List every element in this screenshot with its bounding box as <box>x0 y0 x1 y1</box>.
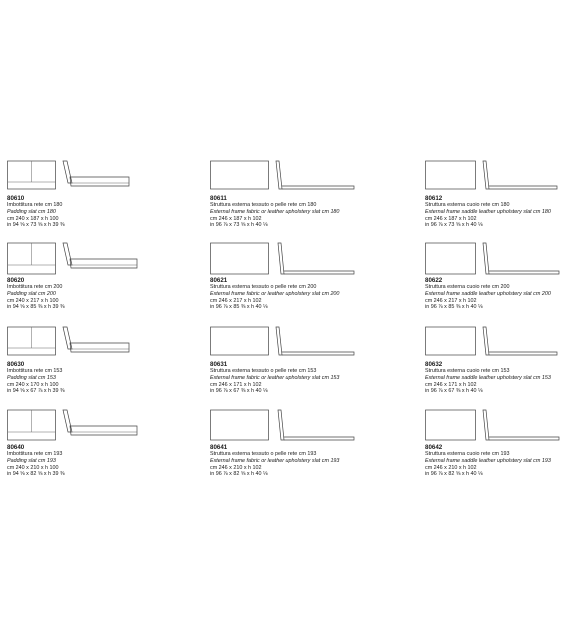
dims-in: in 96 ⅞ x 73 ⅝ x h 40 ⅛ <box>425 222 483 229</box>
bed-drawings <box>425 158 574 194</box>
dims-cm: cm 240 x 217 x h 100 <box>7 297 59 304</box>
desc-en: External frame saddle leather upholstery slat cm 193 <box>425 458 551 464</box>
bed-spec-80630 <box>7 324 187 395</box>
dims-cm: cm 240 x 170 x h 100 <box>7 381 59 388</box>
frame-bed-drawing-icon <box>210 324 360 360</box>
dims-in: in 96 ⅞ x 82 ⅝ x h 40 ⅛ <box>425 471 483 478</box>
padded-bed-drawing-icon <box>7 324 137 360</box>
dims-cm: cm 246 x 210 x h 102 <box>210 464 262 471</box>
desc-en: External frame fabric or leather upholstery slat cm 153 <box>210 375 340 381</box>
product-code: 80630 <box>7 361 25 368</box>
desc-it: Imbottitura rete cm 193 <box>7 451 63 458</box>
bed-drawings <box>7 324 187 360</box>
bed-drawings <box>210 240 390 276</box>
bed-spec-80641 <box>210 407 390 478</box>
bed-spec-80642 <box>425 407 574 478</box>
desc-it: Struttura esterna tessuto o pelle rete cm 200 <box>210 284 317 291</box>
desc-it: Imbottitura rete cm 180 <box>7 202 63 209</box>
padded-bed-drawing-icon <box>7 407 137 443</box>
desc-en: External frame saddle leather upholstery slat cm 180 <box>425 209 551 215</box>
desc-en: External frame fabric or leather upholstery slat cm 200 <box>210 291 340 297</box>
desc-en: Padding slat cm 200 <box>7 291 56 297</box>
bed-spec-80621 <box>210 240 390 311</box>
desc-it: Struttura esterna tessuto o pelle rete cm 153 <box>210 368 317 375</box>
desc-it: Imbottitura rete cm 153 <box>7 368 63 375</box>
dims-cm: cm 246 x 187 x h 102 <box>425 215 477 222</box>
bed-spec-80622 <box>425 240 574 311</box>
bed-drawings <box>425 240 574 276</box>
dims-cm: cm 240 x 210 x h 100 <box>7 464 59 471</box>
dims-cm: cm 240 x 187 x h 100 <box>7 215 59 222</box>
bed-drawings <box>210 324 390 360</box>
desc-it: Struttura esterna tessuto o pelle rete cm 180 <box>210 202 317 209</box>
bed-spec-80612 <box>425 158 574 229</box>
bed-drawings <box>210 407 390 443</box>
product-code: 80620 <box>7 277 25 284</box>
desc-it: Struttura esterna cuoio rete cm 193 <box>425 451 510 458</box>
dims-in: in 94 ⅝ x 82 ⅝ x h 39 ⅜ <box>7 471 65 478</box>
frame-bed-drawing-icon <box>425 158 570 194</box>
bed-drawings <box>425 324 574 360</box>
frame-bed-drawing-icon <box>210 240 360 276</box>
bed-spec-80611 <box>210 158 390 229</box>
dims-in: in 94 ⅝ x 85 ⅜ x h 39 ⅜ <box>7 304 65 311</box>
padded-bed-drawing-icon <box>7 240 137 276</box>
desc-en: Padding slat cm 193 <box>7 458 56 464</box>
bed-spec-80631 <box>210 324 390 395</box>
dims-cm: cm 246 x 187 x h 102 <box>210 215 262 222</box>
dims-in: in 96 ⅞ x 85 ⅜ x h 40 ⅛ <box>425 304 483 311</box>
bed-drawings <box>7 407 187 443</box>
product-code: 80641 <box>210 444 228 451</box>
bed-spec-80610 <box>7 158 187 229</box>
frame-bed-drawing-icon <box>210 158 360 194</box>
product-code: 80611 <box>210 195 227 202</box>
bed-drawings <box>7 158 187 194</box>
frame-bed-drawing-icon <box>425 240 570 276</box>
desc-en: External frame saddle leather upholstery slat cm 200 <box>425 291 551 297</box>
frame-bed-drawing-icon <box>425 324 570 360</box>
desc-en: External frame fabric or leather upholstery slat cm 193 <box>210 458 340 464</box>
dims-cm: cm 246 x 217 x h 102 <box>210 297 262 304</box>
bed-spec-80632 <box>425 324 574 395</box>
product-code: 80631 <box>210 361 228 368</box>
desc-en: External frame fabric or leather upholstery slat cm 180 <box>210 209 340 215</box>
product-code: 80622 <box>425 277 443 284</box>
product-code: 80612 <box>425 195 443 202</box>
desc-it: Imbottitura rete cm 200 <box>7 284 63 291</box>
dims-cm: cm 246 x 171 x h 102 <box>425 381 477 388</box>
frame-bed-drawing-icon <box>425 407 570 443</box>
bed-spec-80640 <box>7 407 187 478</box>
dims-cm: cm 246 x 171 x h 102 <box>210 381 262 388</box>
frame-bed-drawing-icon <box>210 407 360 443</box>
dims-in: in 96 ⅞ x 67 ⅜ x h 40 ⅛ <box>425 388 483 395</box>
dims-in: in 94 ⅝ x 73 ⅝ x h 39 ⅜ <box>7 222 65 229</box>
padded-bed-drawing-icon <box>7 158 137 194</box>
dims-in: in 96 ⅞ x 85 ⅜ x h 40 ⅛ <box>210 304 268 311</box>
dims-cm: cm 246 x 217 x h 102 <box>425 297 477 304</box>
desc-it: Struttura esterna cuoio rete cm 200 <box>425 284 510 291</box>
desc-en: Padding slat cm 153 <box>7 375 56 381</box>
desc-it: Struttura esterna cuoio rete cm 180 <box>425 202 510 209</box>
dims-in: in 96 ⅞ x 82 ⅝ x h 40 ⅛ <box>210 471 268 478</box>
product-code: 80621 <box>210 277 228 284</box>
product-code: 80642 <box>425 444 443 451</box>
dims-cm: cm 246 x 210 x h 102 <box>425 464 477 471</box>
dims-in: in 94 ⅝ x 67 ⅞ x h 39 ⅜ <box>7 388 65 395</box>
product-code: 80632 <box>425 361 443 368</box>
product-code: 80640 <box>7 444 25 451</box>
desc-it: Struttura esterna tessuto o pelle rete cm 193 <box>210 451 317 458</box>
bed-drawings <box>210 158 390 194</box>
desc-en: External frame saddle leather upholstery slat cm 153 <box>425 375 551 381</box>
desc-en: Padding slat cm 180 <box>7 209 56 215</box>
dims-in: in 96 ⅞ x 73 ⅝ x h 40 ⅛ <box>210 222 268 229</box>
product-code: 80610 <box>7 195 25 202</box>
dims-in: in 96 ⅞ x 67 ⅜ x h 40 ⅛ <box>210 388 268 395</box>
bed-drawings <box>7 240 187 276</box>
desc-it: Struttura esterna cuoio rete cm 153 <box>425 368 510 375</box>
bed-drawings <box>425 407 574 443</box>
bed-spec-80620 <box>7 240 187 311</box>
